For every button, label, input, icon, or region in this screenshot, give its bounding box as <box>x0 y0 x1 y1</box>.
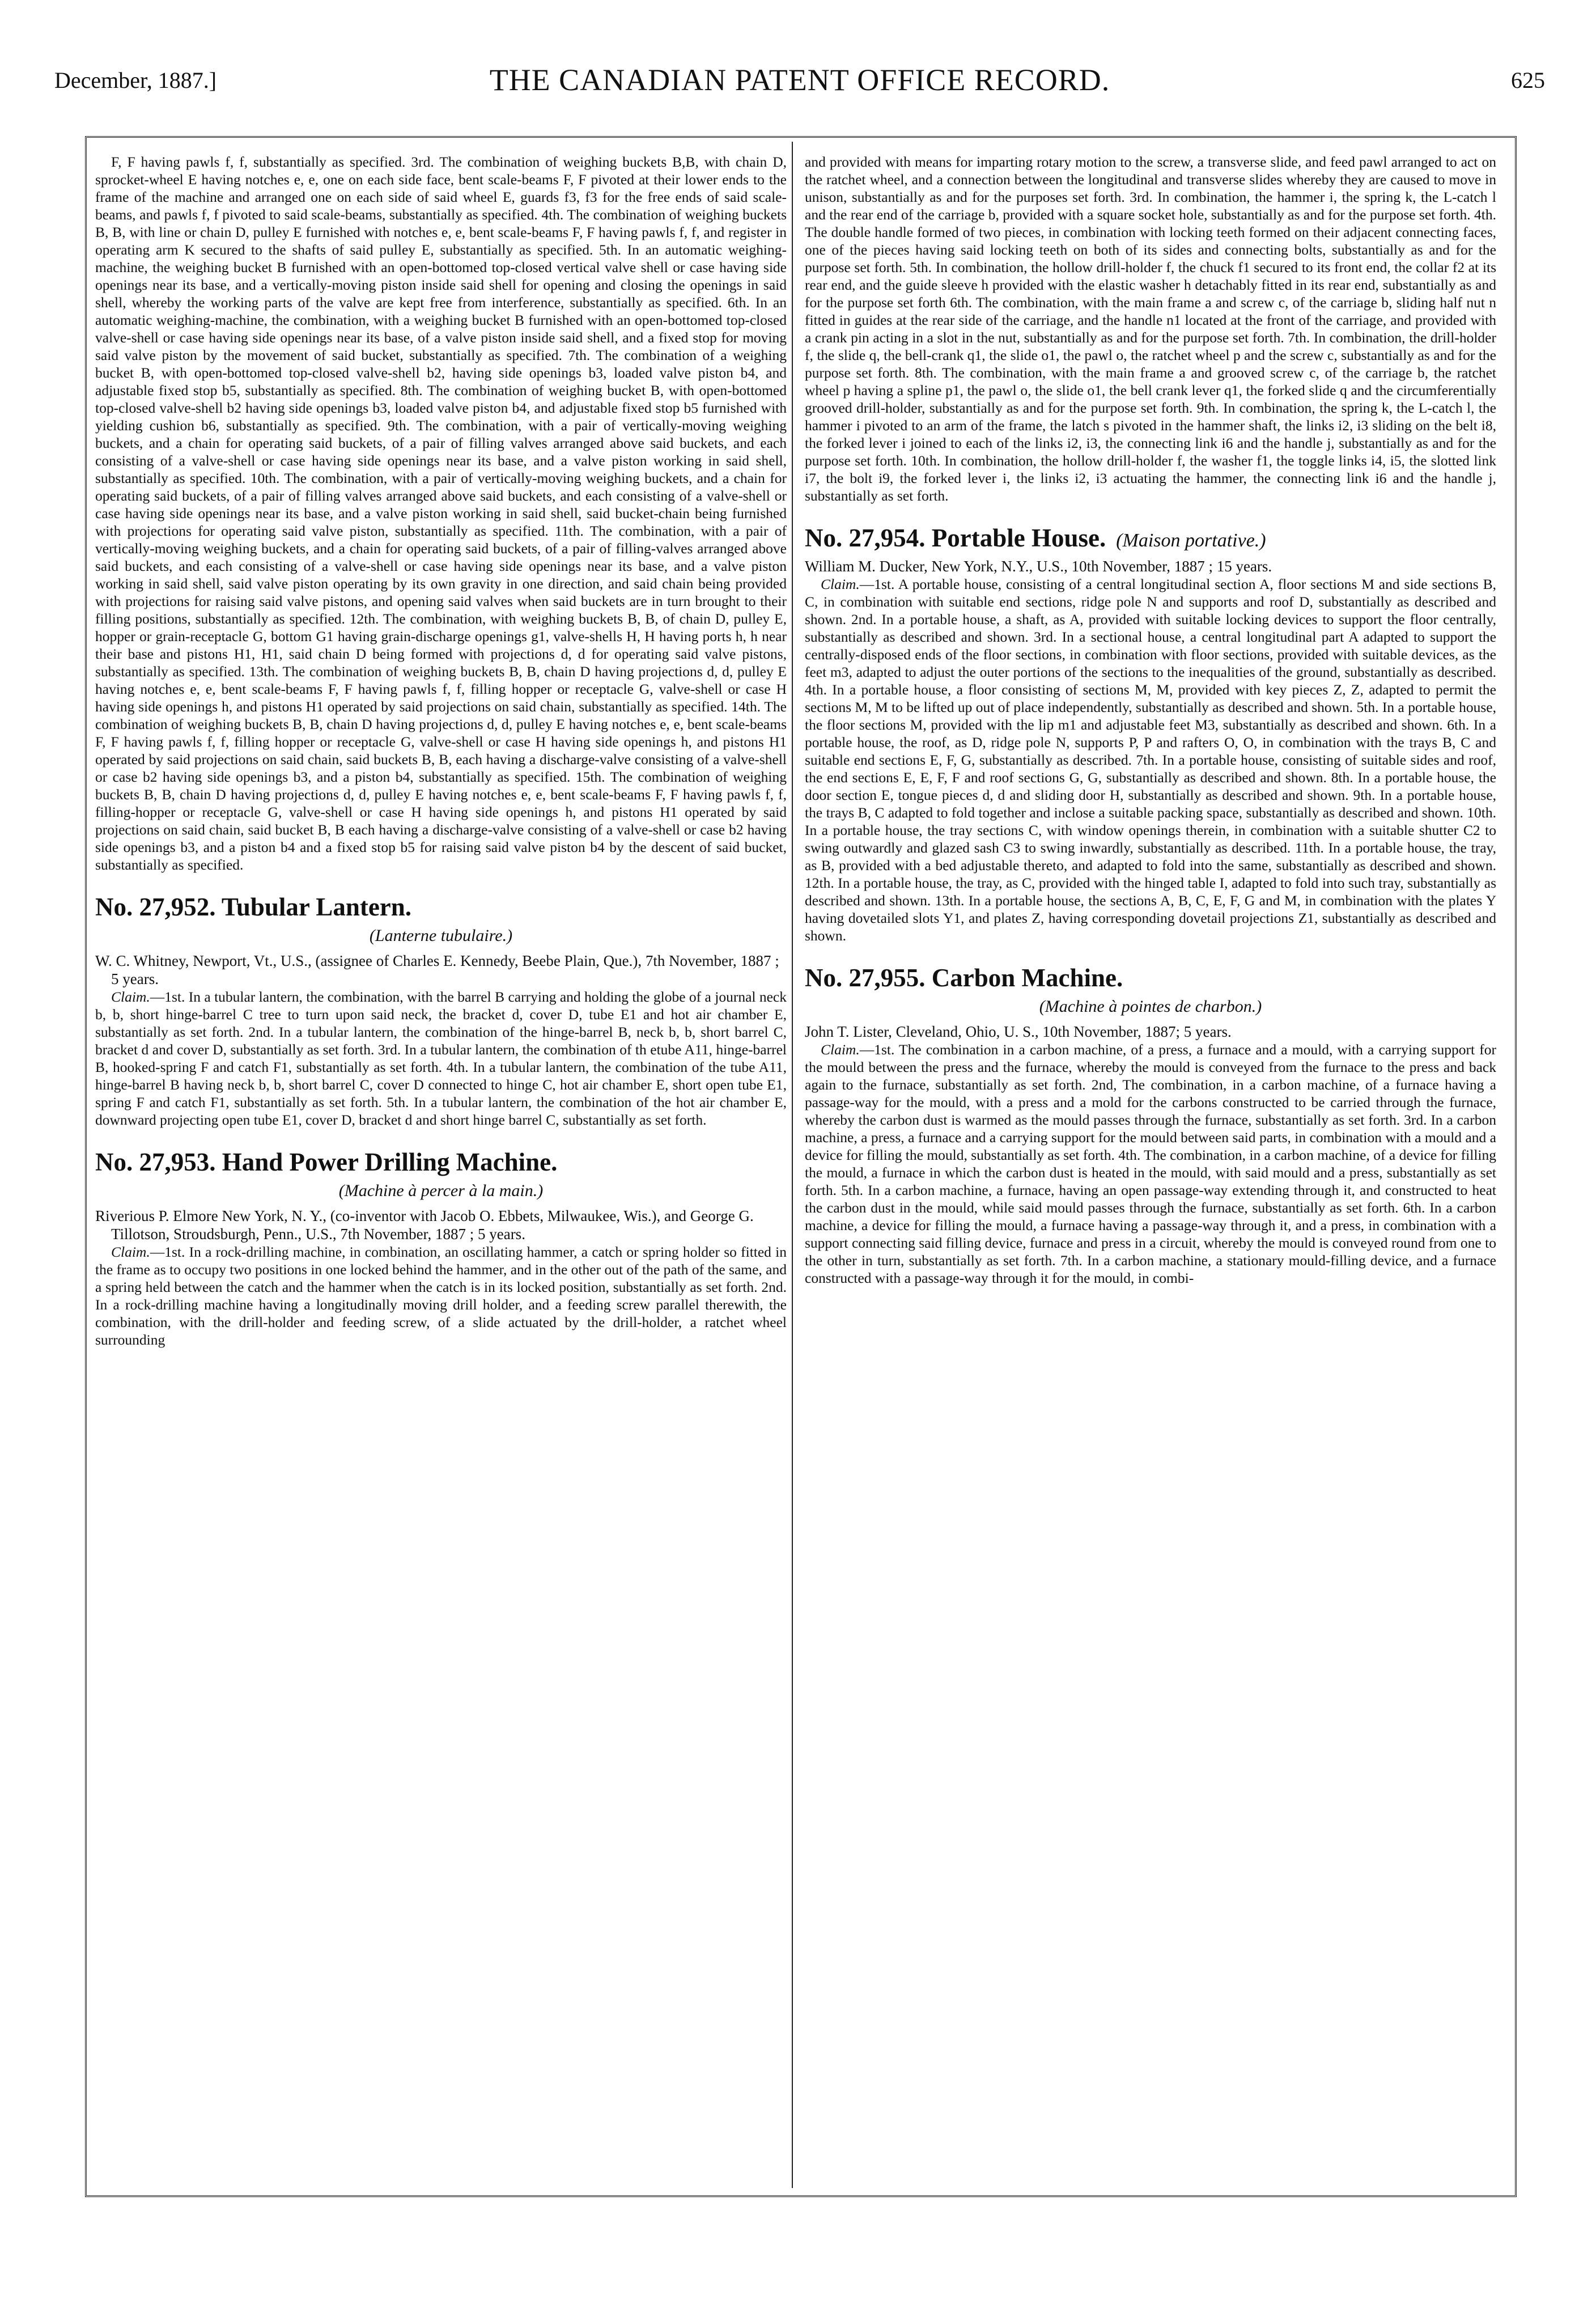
claim-text: —1st. In a rock-drilling machine, in combination, an oscillating hammer, a catch or spring holder so fitted in the frame as to occupy two positions in one locked behind the hammer, and in the other out of the path of the same, and a spring held between the catch and the hammer when the catch is in its locked position, substantially as set forth. 2nd. In a rock-drilling machine having a longitudinally moving drill holder, and a feeding screw parallel therewith, the combination, with the drill-holder and feeding screw, of a slide actuated by the drill-holder, a ratchet wheel surrounding <box>95 1244 787 1348</box>
entry-french-title: (Machine à percer à la main.) <box>338 1181 544 1200</box>
entry-french-title: (Machine à pointes de charbon.) <box>1039 997 1262 1016</box>
page-header <box>54 62 1545 108</box>
patent-entry <box>95 1146 787 1349</box>
left-column <box>95 153 787 2194</box>
entry-applicant: William M. Ducker, New York, N.Y., U.S., 10th November, 1887 ; 15 years. <box>805 558 1272 575</box>
claim-label: Claim. <box>111 989 150 1005</box>
entry-applicant: W. C. Whitney, Newport, Vt., U.S., (assignee of Charles E. Kennedy, Beebe Plain, Que.), 7th November, 1887 ; 5 years. <box>95 952 779 987</box>
page-number: 625 <box>1511 67 1545 93</box>
header-date: December, 1887.] <box>54 67 217 93</box>
claim-label: Claim. <box>821 1041 860 1058</box>
entry-claim <box>95 988 787 1129</box>
right-column <box>805 153 1496 2194</box>
entry-applicant: Riverious P. Elmore New York, N. Y., (co-inventor with Jacob O. Ebbets, Milwaukee, Wis.), and George G. Tillotson, Stroudsburgh, Penn., U.S., 7th November, 1887 ; 5 years. <box>95 1207 754 1243</box>
claim-label: Claim. <box>111 1244 150 1260</box>
patent-entry <box>805 521 1496 944</box>
entry-claim <box>805 1041 1496 1287</box>
entry-title: No. 27,955. Carbon Machine. <box>805 964 1123 992</box>
claim-text: —1st. In a tubular lantern, the combination, with the barrel B carrying and holding the globe of a journal neck b, b, short hinge-barrel C tree to turn upon said neck, the bracket d, cover D, tube E1 and hot air chamber E, substantially as set forth. 2nd. In a tubular lantern, the combination of the hinge-barrel B, neck b, b, short barrel C, bracket d and cover D, substantially as set forth. 3rd. In a tubular lantern, the combination of th etube A11, hinge-barrel B, hooked-spring F and catch F1, substantially as set forth. 4th. In a tubular lantern, the combination of the tube A11, hinge-barrel B having neck b, b, short barrel C, cover D connected to hinge C, hot air chamber E, short open tube E1, spring F and catch F1, substantially as set forth. 5th. In a tubular lantern, the combination of the hot air chamber E, downward projecting open tube E1, cover D, bracket d and short hinge barrel C, substantially as set forth. <box>95 989 787 1128</box>
claim-label: Claim. <box>821 576 860 592</box>
entry-title: No. 27,953. Hand Power Drilling Machine. <box>95 1148 558 1176</box>
entry-title: No. 27,952. Tubular Lantern. <box>95 893 412 921</box>
claim-text: —1st. The combination in a carbon machine, of a press, a furnace and a mould, with a carrying support for the mould between the press and the furnace, whereby the mould is conveyed from the furnace to the press and back again to the furnace, substantially as set forth. 2nd, The combination, in a carbon machine, of a furnace having a passage-way for the mould, with a press and a mold for the carbons constructed to be carried through the furnace, whereby the carbon dust is warmed as the mould passes through the furnace, substantially as set forth. 3rd. In a carbon machine, a press, a furnace and a carrying support for the mould between said parts, in combination with a mould and a device for filling the mould, substantially as set forth. 4th. The combination, in a carbon machine, of a device for filling the mould, a furnace in which the carbon dust is heated in the mould, with said mould and a press, substantially as set forth. 5th. In a carbon machine, a furnace, having an open passage-way extending through it, and constructed to heat the carbon dust in the mould, while said mould passes through the furnace, substantially as set forth. 6th. In a carbon machine, a device for filling the mould, a furnace having a passage-way through it, and a press, in combination with a support connecting said filling device, furnace and press in a circuit, whereby the mould is conveyed round from one to the other in turn, substantially as set forth. 7th. In a carbon machine, a stationary mould-filling device, and a furnace constructed with a passage-way through it for the mould, in combi- <box>805 1041 1496 1286</box>
entry-french-title: (Lanterne tubulaire.) <box>369 926 513 945</box>
entry-claim <box>805 575 1496 944</box>
patent-entry <box>95 891 787 1129</box>
patent-entry <box>805 961 1496 1287</box>
entry-title: No. 27,954. Portable House. (Maison portative.) <box>805 524 1266 552</box>
claim-text: —1st. A portable house, consisting of a central longitudinal section A, floor sections M and side sections B, C, in combination with suitable end sections, ridge pole N and supports and roof D, substantially as described and shown. 2nd. In a portable house, a shaft, as A, provided with suitable locking devices to support the floor centrally, substantially as described and shown. 3rd. In a sectional house, a central longitudinal part A adapted to support the centrally-disposed ends of the floor sections, in combination with floor sections, provided with suitable devices, as the feet m3, adapted to adjust the outer portions of the sections to the inequalities of the ground, substantially as described. 4th. In a portable house, a floor consisting of sections M, M, provided with key pieces Z, Z, adapted to permit the sections M, M to be lifted up out of place independently, substantially as described and shown. 5th. In a portable house, the floor sections M, provided with the lip m1 and adjustable feet M3, substantially as described and shown. 6th. In a portable house, the roof, as D, ridge pole N, supports P, P and rafters O, O, in combination with the trays B, C and suitable end sections E, F, G, substantially as described. 7th. In a portable house, consisting of suitable sides and roof, the end sections E, E, F, F and roof sections G, G, substantially as described and shown. 8th. In a portable house, the door section E, tongue pieces d, d and sliding door H, substantially as described and shown. 9th. In a portable house, the trays B, C adapted to fold together and inclose a suitable packing space, substantially as described and shown. 10th. In a portable house, the tray sections C, with window openings therein, in combination with a suitable shutter C2 to swing outwardly and glazed sash C3 to swing inwardly, substantially as described. 11th. In a portable house, the tray, as B, provided with a bed adjustable thereto, and adapted to fold into the same, substantially as described and shown. 12th. In a portable house, the tray, as C, provided with the hinged table I, adapted to fold into such tray, substantially as described and shown. 13th. In a portable house, the sections A, B, C, E, F, G and M, in combination with the plates Y having dovetailed slots Y1, and plates Z, having corresponding dovetail projections Z1, substantially as described and shown. <box>805 576 1496 944</box>
entry-claim <box>95 1243 787 1349</box>
continuation-text: and provided with means for imparting rotary motion to the screw, a transverse slide, and feed pawl arranged to act on the ratchet wheel, and a connection between the longitudinal and transverse slides whereby they are caused to move in unison, substantially as and for the purposes set forth. 3rd. In combination, the hammer i, the spring k, the L-catch l and the rear end of the carriage b, provided with a square socket hole, substantially as and for the purpose set forth. 4th. The double handle formed of two pieces, in combination with locking teeth formed on their adjacent connecting faces, one of the pieces having said locking teeth on both of its sides and connecting bolts, substantially as and for the purpose set forth. 5th. In combination, the hollow drill-holder f, the chuck f1 secured to its front end, the collar f2 at its rear end, and the guide sleeve h provided with the elastic washer h detachably fitted in its rear end, substantially as and for the purpose set forth 6th. The combination, with the main frame a and screw c, of the carriage b, sliding half nut n fitted in guides at the rear side of the carriage, and the handle n1 located at the front of the carriage, and provided with a crank pin acting in a slot in the nut, substantially as and for the purpose set forth. 7th. In combination, the drill-holder f, the slide q, the bell-crank q1, the slide o1, the pawl o, the ratchet wheel p and the screw c, substantially as and for the purpose set forth. 8th. The combination, with the main frame a and grooved screw c, of the carriage b, the ratchet wheel p having a spline p1, the pawl o, the slide o1, the bell crank lever q1, the forked slide q and the circumferentially grooved drill-holder, substantially as and for the purpose set forth. 9th. In combination, the spring k, the L-catch l, the hammer i pivoted to an arm of the frame, the latch s pivoted in the hammer shaft, the links i2, i3 sliding on the belt i8, the forked lever i joined to each of the links i2, i3, the connecting link i6 and the handle j, substantially as and for the purpose set forth. 10th. In combination, the hollow drill-holder f, the washer f1, the toggle links i4, i5, the slotted link i7, the bolt i9, the forked lever i, the links i2, i3 actuating the hammer, the connecting link i6 and the handle j, substantially as set forth. <box>805 154 1496 504</box>
entry-french-title-inline: (Maison portative.) <box>1116 530 1266 551</box>
column-divider <box>792 142 793 2188</box>
continuation-text: F, F having pawls f, f, substantially as specified. 3rd. The combination of weighing buckets B,B, with chain D, sprocket-wheel E having notches e, e, one on each side face, bent scale-beams F, F pivoted at their lower ends to the frame of the machine and arranged one on each side of said wheel E, guards f3, f3 for the free ends of said scale-beams, and pawls f, f pivoted to said scale-beams, substantially as specified. 4th. The combination of weighing buckets B, B, with line or chain D, pulley E furnished with notches e, e, bent scale-beams F, F having pawls f, f, and register in operating arm K secured to the shafts of said pulley E, substantially as specified. 5th. In an automatic weighing-machine, the weighing bucket B furnished with an open-bottomed top-closed vertical valve shell or case having side openings near its base, and a vertically-moving piston inside said shell for opening and closing the openings in said shell, whereby the working parts of the valve are kept free from interference, substantially as specified. 6th. In an automatic weighing-machine, the combination, with a weighing bucket B furnished with an open-bottomed top-closed valve-shell or case having side openings near its base, of a valve piston inside said shell, and a fixed stop for moving said valve piston by the movement of said bucket, substantially as specified. 7th. The combination of a weighing bucket B, with open-bottomed top-closed valve-shell b2, having side openings b3, loaded valve piston b4, and adjustable fixed stop b5, substantially as specified. 8th. The combination of weighing bucket B, with open-bottomed top-closed valve-shell b2 having side openings b3, loaded valve piston b4, and adjustable fixed stop b5 furnished with yielding cushion b6, substantially as specified. 9th. The combination, with a pair of vertically-moving weighing buckets, and a chain for operating said buckets, of a pair of filling valves arranged above said buckets, and each consisting of a valve-shell or case having side openings near its base, and a valve piston working in said shell, substantially as specified. 10th. The combination, with a pair of vertically-moving weighing buckets, and a chain for operating said buckets, of a pair of filling valves arranged above said buckets, and each consisting of a valve-shell or case having side openings near its base, and a valve piston working in said shell, said bucket-chain being furnished with projections for operating said valve piston, substantially as specified. 11th. The combination, with a pair of vertically-moving weighing buckets, and a chain for operating said buckets, of a pair of filling-valves arranged above said buckets, and each consisting of a valve-shell or case having side openings near its base, and a valve piston working in said shell, said valve piston operating by its own gravity in one direction, and said chain being provided with projections for raising said valve pistons, and opening said valves when said buckets are in turn brought to their filling positions, substantially as specified. 12th. The combination, with weighing buckets B, B, of chain D, pulley E, hopper or grain-receptacle G, bottom G1 having grain-discharge openings g1, valve-shells H, H having ports h, h near their base and pistons H1, H1, said chain D being formed with projections d, d for operating said valve pistons, substantially as specified. 13th. The combination of weighing buckets B, B, chain D having projections d, d, pulley E having notches e, e, bent scale-beams F, F having pawls f, f, filling hopper or receptacle G, valve-shell or case H having side openings h, and pistons H1 operated by said projections on said chain, substantially as specified. 14th. The combination of weighing buckets B, B, chain D having projections d, d, pulley E having notches e, e, bent scale-beams F, F having pawls f, f, filling hopper or receptacle G, valve-shell or case H having side openings h, and pistons H1 operated by said projections on said chain, said buckets B, B, each having a discharge-valve consisting of a valve-shell or case b2 having side openings b3, and a piston b4, substantially as specified. 15th. The combination of weighing buckets B, B, chain D having projections d, d, pulley E having notches e, e, bent scale-beams F, F having pawls f, f, filling-hopper or receptacle G, valve-shell or case H having side openings h, and pistons H1 operated by said projections on said chain, said bucket B, B each having a discharge-valve consisting of a valve-shell or case b2 having side openings b3, and a piston b4 and a fixed stop b5 for raising said valve piston b4 by the descent of said bucket, substantially as specified. <box>95 154 787 873</box>
header-title: THE CANADIAN PATENT OFFICE RECORD. <box>489 63 1110 97</box>
entry-applicant: John T. Lister, Cleveland, Ohio, U. S., 10th November, 1887; 5 years. <box>805 1023 1232 1040</box>
